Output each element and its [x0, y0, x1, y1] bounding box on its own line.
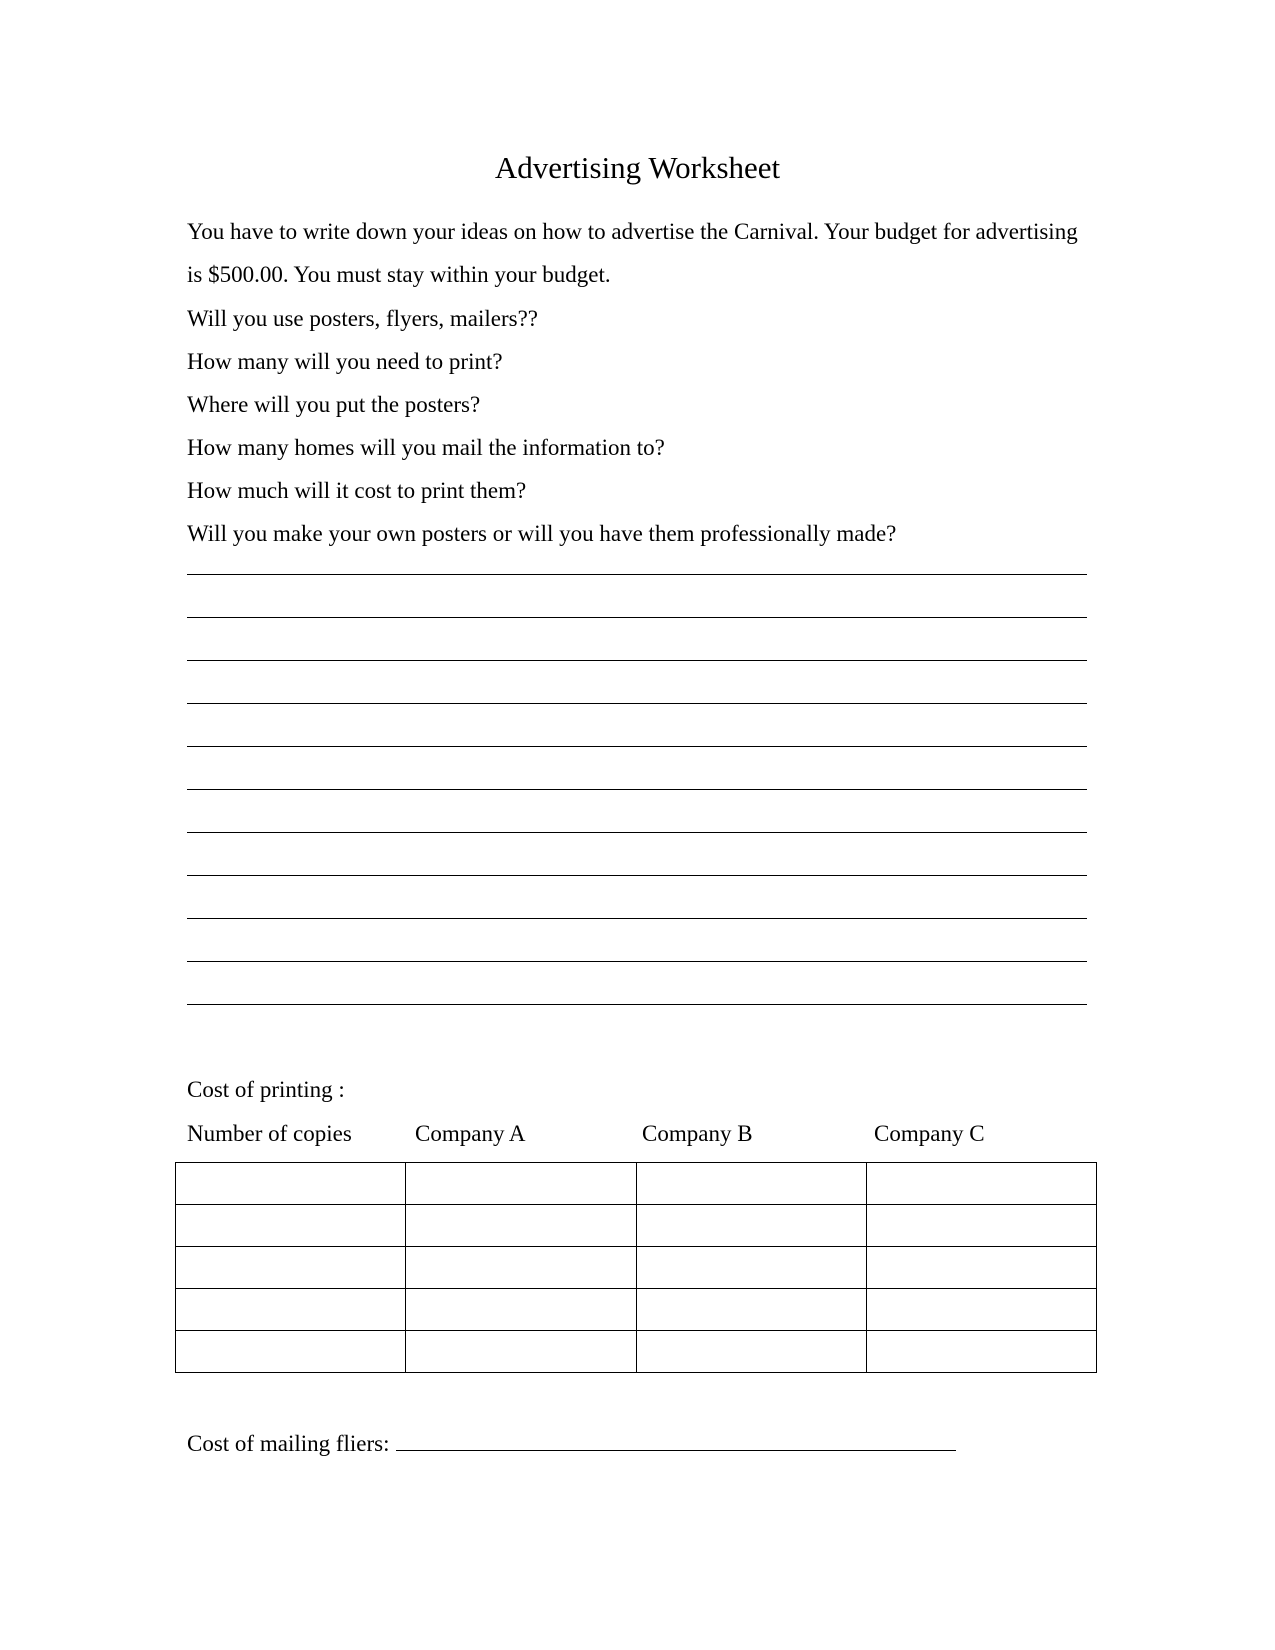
table-row	[176, 1289, 1097, 1331]
printing-cost-heading: Cost of printing :	[187, 1077, 345, 1102]
answer-line[interactable]	[187, 747, 1087, 790]
table-cell[interactable]	[406, 1289, 636, 1331]
table-row	[176, 1331, 1097, 1373]
table-cell[interactable]	[176, 1205, 406, 1247]
table-cell[interactable]	[866, 1247, 1096, 1289]
table-cell[interactable]	[406, 1163, 636, 1205]
answer-line[interactable]	[187, 661, 1087, 704]
answer-line[interactable]	[187, 704, 1087, 747]
table-cell[interactable]	[176, 1331, 406, 1373]
mailing-cost-label: Cost of mailing fliers:	[187, 1431, 390, 1456]
column-header-company-c: Company C	[874, 1121, 985, 1146]
question-item: How many will you need to print?	[187, 349, 503, 374]
answer-line[interactable]	[187, 540, 1087, 575]
table-cell[interactable]	[866, 1163, 1096, 1205]
intro-paragraph: You have to write down your ideas on how to advertise the Carnival. Your budget for advertising is $500.00. You must stay within your budget.	[187, 219, 1078, 287]
table-cell[interactable]	[636, 1205, 866, 1247]
table-cell[interactable]	[636, 1247, 866, 1289]
table-cell[interactable]	[176, 1163, 406, 1205]
printing-cost-table	[175, 1162, 1097, 1373]
table-row	[176, 1247, 1097, 1289]
mailing-cost-blank[interactable]	[396, 1428, 956, 1451]
question-item: Will you use posters, flyers, mailers??	[187, 306, 539, 331]
table-cell[interactable]	[406, 1205, 636, 1247]
table-cell[interactable]	[406, 1247, 636, 1289]
table-cell[interactable]	[866, 1289, 1096, 1331]
table-cell[interactable]	[636, 1331, 866, 1373]
column-header-copies: Number of copies	[187, 1121, 352, 1146]
table-row	[176, 1205, 1097, 1247]
table-cell[interactable]	[866, 1331, 1096, 1373]
answer-lines	[187, 540, 1087, 1005]
column-header-company-b: Company B	[642, 1121, 753, 1146]
answer-line[interactable]	[187, 876, 1087, 919]
question-item: How much will it cost to print them?	[187, 478, 527, 503]
mailing-cost-row	[187, 1428, 956, 1459]
question-item: Where will you put the posters?	[187, 392, 481, 417]
answer-line[interactable]	[187, 575, 1087, 618]
answer-line[interactable]	[187, 618, 1087, 661]
table-cell[interactable]	[636, 1289, 866, 1331]
answer-line[interactable]	[187, 790, 1087, 833]
table-cell[interactable]	[636, 1163, 866, 1205]
answer-line[interactable]	[187, 919, 1087, 962]
column-header-company-a: Company A	[415, 1121, 526, 1146]
question-item: How many homes will you mail the information to?	[187, 435, 665, 460]
table-row	[176, 1163, 1097, 1205]
answer-line[interactable]	[187, 962, 1087, 1005]
answer-line[interactable]	[187, 833, 1087, 876]
question-list	[187, 297, 1087, 555]
table-cell[interactable]	[176, 1247, 406, 1289]
table-cell[interactable]	[176, 1289, 406, 1331]
table-cell[interactable]	[866, 1205, 1096, 1247]
worksheet-title: Advertising Worksheet	[494, 150, 781, 185]
table-cell[interactable]	[406, 1331, 636, 1373]
question-item: Will you make your own posters or will you have them professionally made?	[187, 521, 897, 546]
